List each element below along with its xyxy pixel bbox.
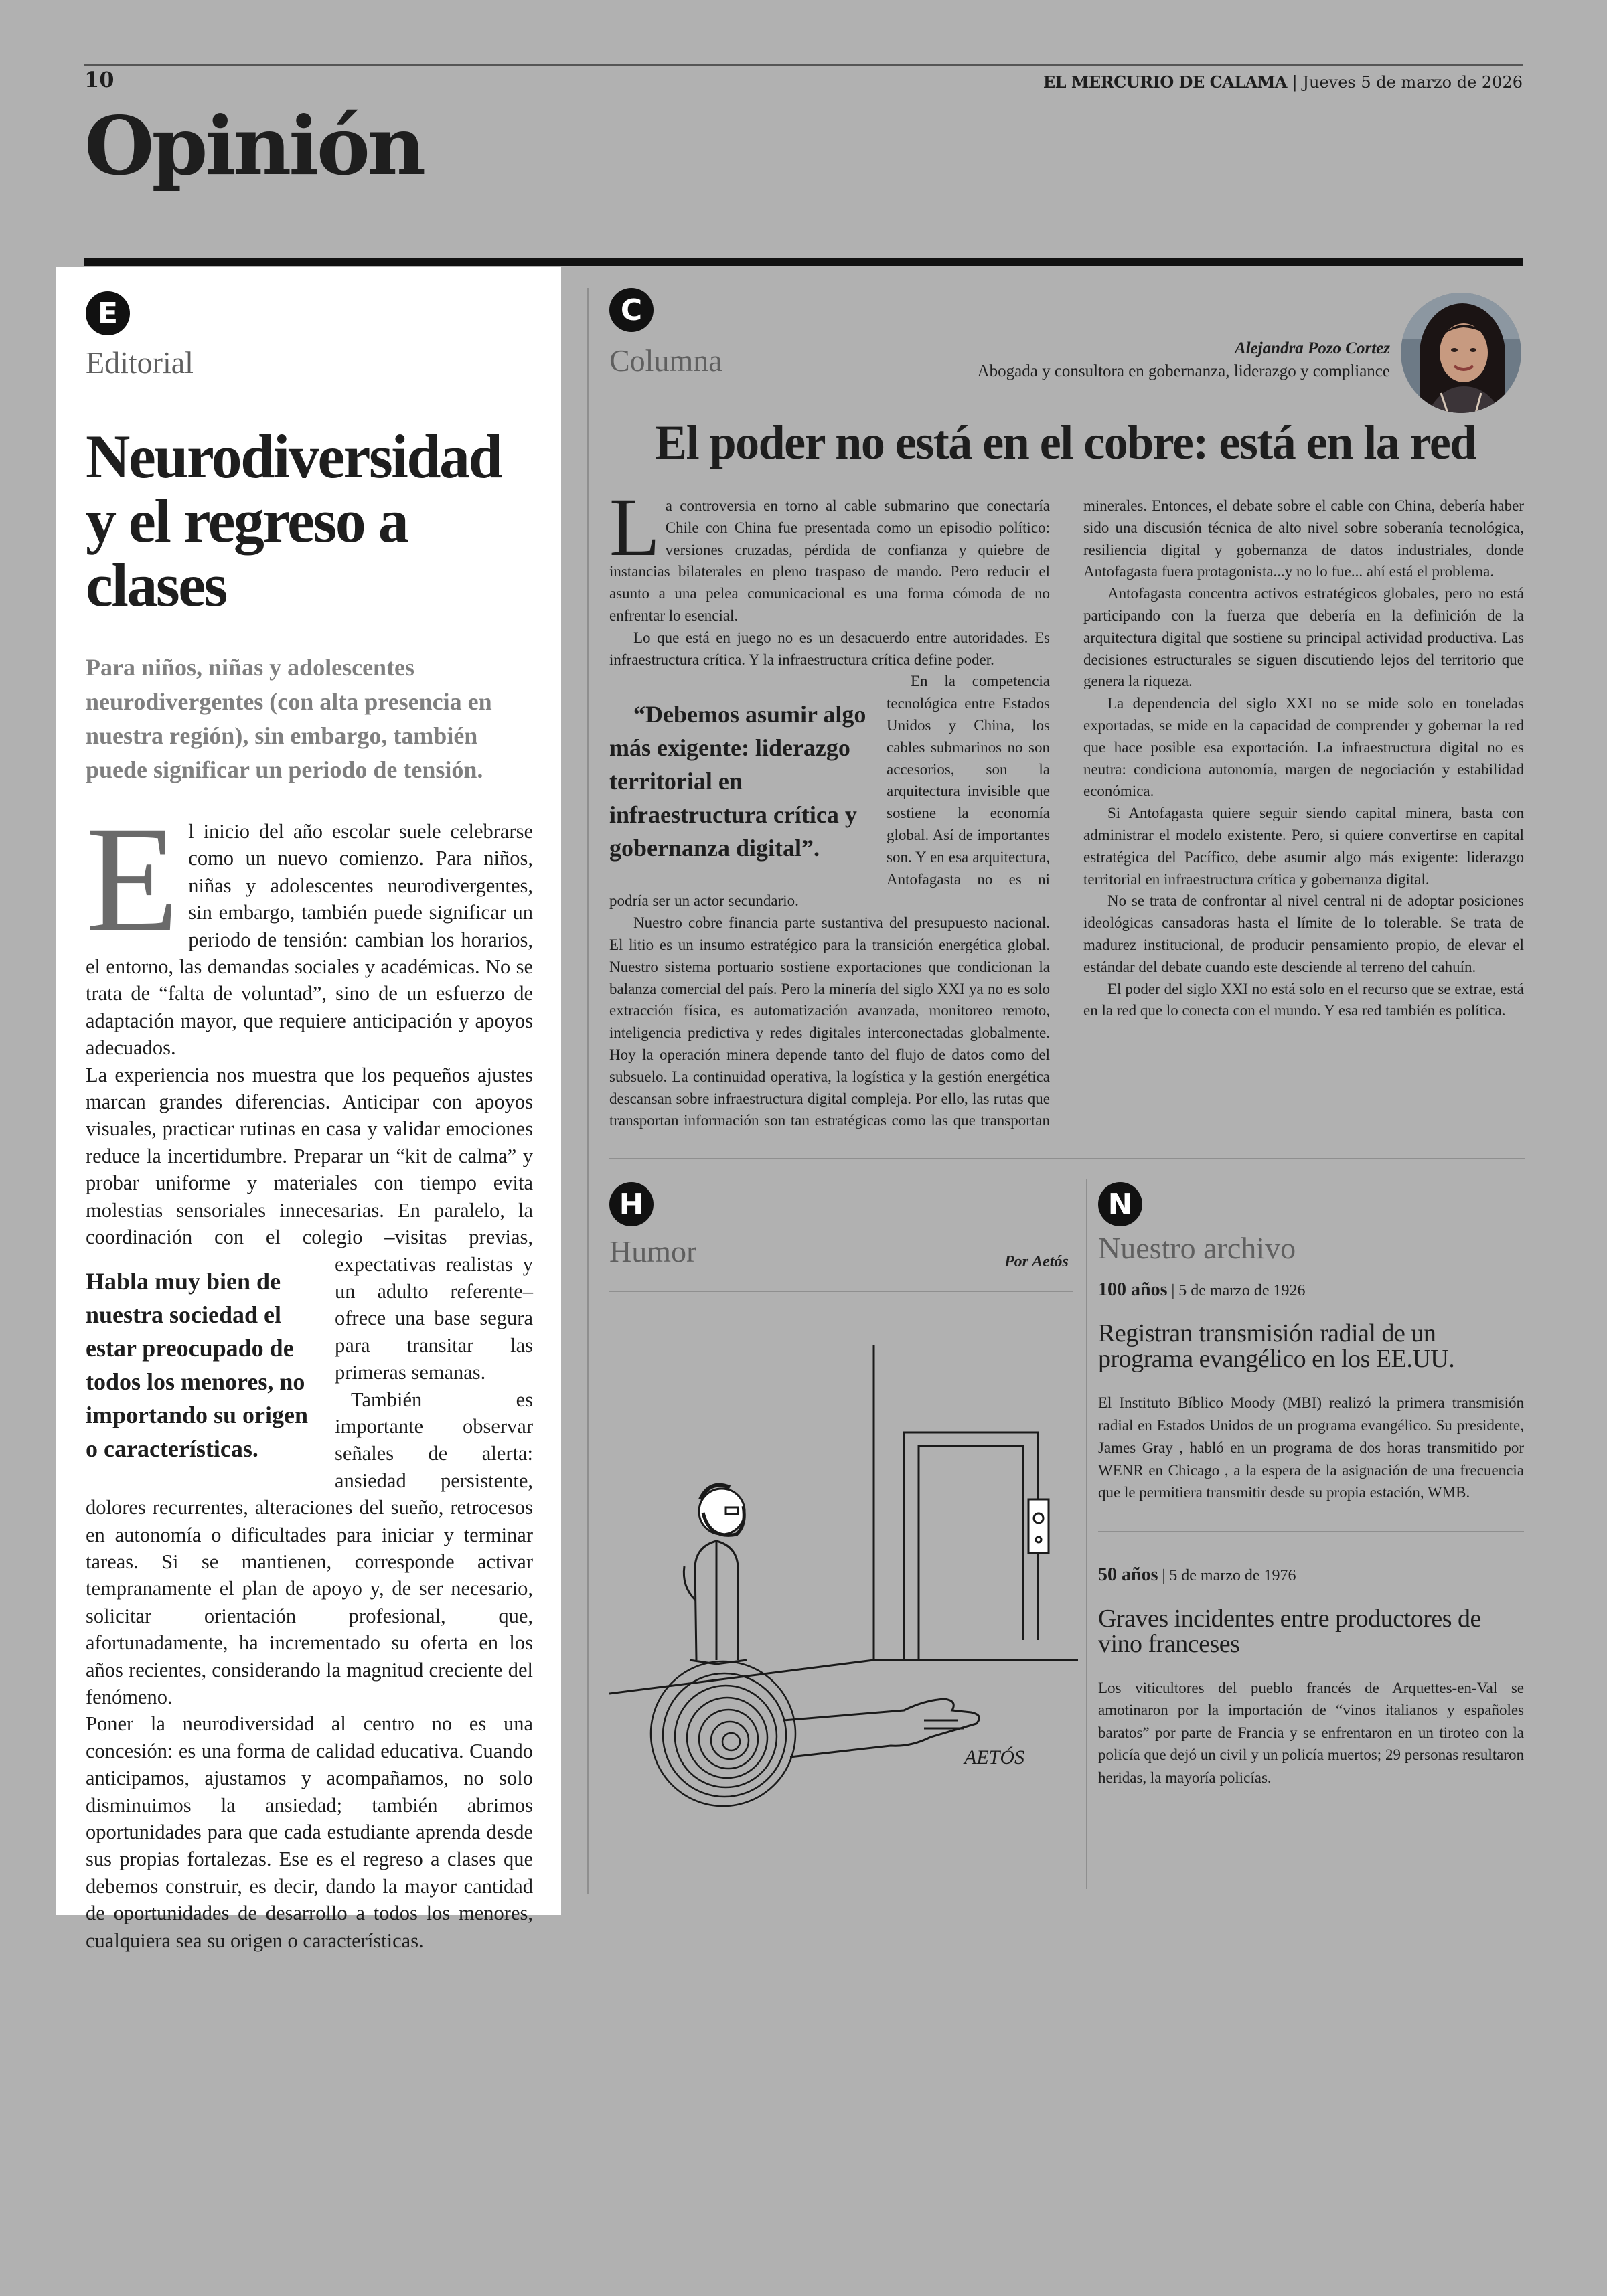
editorial-headline-line1: Neurodiversidad xyxy=(86,422,502,491)
humor-archive-divider xyxy=(1086,1179,1087,1889)
editorial-pullquote: Habla muy bien de nuestra sociedad el estar preocupado de todos los menores, no importando su origen o características. xyxy=(86,1267,309,1462)
column-badge: C xyxy=(609,288,654,332)
publication-name: EL MERCURIO DE CALAMA xyxy=(1043,72,1288,92)
editorial-paragraph xyxy=(86,1062,533,1462)
issue-date: Jueves 5 de marzo de 2026 xyxy=(1302,73,1523,92)
author-role: Abogada y consultora en gobernanza, liderazgo y compliance xyxy=(977,362,1390,380)
editorial-paragraph-part: La experiencia nos muestra que los pequeños ajustes marcan grandes diferencias. Anticipar con apoyos visuales, practicar rutinas en casa y validar emociones reduce la incertidumbre. Preparar un “kit de calma” y probar uniforme y materiales con tiempo evita molestias sensoriales innecesarias. En paralelo, la coordinación con el colegio –visitas previas, expectativas xyxy=(86,1063,533,1276)
column-paragraph-text: a controversia en torno al cable submarino que conectaría Chile con China fue presentada como un episodio político: versiones cruzadas, pérdida de confianza y quiebre de instancias bilaterales en pleno traspaso de mando. Pero reducir el asunto a una pelea comunicacional es una forma cómoda de no enfrentar lo esencial. xyxy=(609,497,1050,624)
archive-item-title: Graves incidentes entre productores de vino franceses xyxy=(1098,1604,1481,1658)
editorial-headline-line2: y el regreso a clases xyxy=(86,487,408,619)
masthead-separator: | xyxy=(1292,73,1303,92)
archive-section xyxy=(1098,1182,1524,1789)
column-paragraph: El poder del siglo XXI no está solo en el recurso que se extrae, está en la red que lo conecta con el mundo. Y esa red también es política. xyxy=(1083,980,1524,1019)
archive-item-text: Los viticultores del pueblo francés de Arquettes-en-Val se amotinaron por la importación de “vinos italianos y españoles baratos” por parte de Francia y se enfrentaron en un tiroteo con la policía que dejó un civil y un policía muertos; 29 personas resultaron heridas, la mayoría policías. xyxy=(1098,1679,1524,1786)
column-headline: El poder no está en el cobre: está en la red xyxy=(655,416,1476,469)
cartoon-signature: AETÓS xyxy=(964,1746,1024,1769)
editorial-paragraph-part: realistas y un adulto referente– ofrece una base segura para transitar las primeras semanas. xyxy=(335,1252,533,1384)
editorial-paragraph: También es importante observar señales de alerta: ansiedad persistente, dolores recurrentes, alteraciones del sueño, retrocesos en autonomía o dificultades para iniciar y terminar tareas. Si se mantienen, corresponde activar tempranamente el plan de apoyo y, de ser necesario, solicitar orientación profesional, que, afortunadamente, ha incrementado su oferta en los años recientes, considerando la magnitud creciente del fenómeno. xyxy=(86,1388,533,1708)
archive-item-date: 100 años | 5 de marzo de 1926 xyxy=(1098,1279,1306,1300)
archive-item-text: El Instituto Bíblico Moody (MBI) realizó la primera transmisión radial en Estados Unidos de un programa evangélico. Su presidente, James Gray , habló en un programa de dos horas transmitido por WENR en Chicago , a la espera de la asignación de una frecuencia que le permitiera transmitir desde su propia estación, WMB. xyxy=(1098,1394,1524,1501)
humor-kicker: Humor xyxy=(609,1234,697,1268)
archive-badge: N xyxy=(1098,1182,1142,1226)
cartoon xyxy=(609,1345,1078,1807)
column-body xyxy=(609,481,1524,1146)
humor-byline: Por Aetós xyxy=(1004,1253,1069,1270)
humor-rule xyxy=(609,1291,1073,1292)
archive-date: 5 de marzo de 1976 xyxy=(1169,1566,1296,1584)
column-pullquote: “Debemos asumir algo más exigente: liderazgo territorial en infraestructura crítica y gobernanza digital”. xyxy=(609,701,866,862)
column-paragraph: La dependencia del siglo XXI no se mide solo en toneladas exportadas, se mide en la capacidad de comprender y gobernar la red que hace posible esa exportación. La infraestructura digital no es neutra: condiciona autonomía, margen de negociación y estabilidad económica. xyxy=(1083,695,1524,800)
archive-date: 5 de marzo de 1926 xyxy=(1178,1282,1306,1299)
humor-badge: H xyxy=(609,1182,654,1226)
archive-years: 100 años xyxy=(1098,1279,1168,1300)
cartoon-illustration-icon xyxy=(609,1345,1078,1807)
column-dropcap: L xyxy=(609,481,660,573)
editorial-badge: E xyxy=(86,291,130,335)
column-paragraph-text: En la competencia tecnológica entre Estados Unidos y China, los cables submarinos no son accesorios, son la arquitectura invisible que sostiene la economía global. Así de importantes son. Y en esa arquitectura, Antofagasta no es ni podría ser un actor secundario. xyxy=(609,673,1050,910)
archive-item-date: 50 años | 5 de marzo de 1976 xyxy=(1098,1564,1296,1585)
editorial-paragraph: l inicio del año escolar suele celebrarse como un nuevo comienzo. Para niños, niñas y adolescentes neurodivergentes, sin embargo, también puede significar un periodo de tensión: cambian los horarios, el entorno, las demandas sociales y académicas. No se trata de “falta de voluntad”, sino de un esfuerzo de adaptación mayor, que requiere anticipación y apoyos adecuados. xyxy=(86,820,533,1060)
section-rule xyxy=(84,258,1523,266)
top-rule xyxy=(84,64,1523,66)
column-paragraph xyxy=(609,671,1050,912)
section-title: Opinión xyxy=(84,99,424,193)
author-portrait-icon xyxy=(1401,293,1521,413)
column-paragraph: Si Antofagasta quiere seguir siendo capital minera, basta con administrar el modelo existente. Pero, si quiere convertirse en capital estratégica del Pacífico, debe asumir algo más exigente: liderazgo territorial en infraestructura crítica y gobernanza digital. xyxy=(1083,805,1524,888)
masthead xyxy=(1043,72,1523,92)
editorial-paragraph: Poner la neurodiversidad al centro no es una concesión: es una forma de calidad educativa. Cuando anticipamos, ajustamos y acompañamos, no solo disminuimos la ansiedad; también abrimos oportunidades para que cada estudiante aprenda desde sus propias fortalezas. Ese es el regreso a clases que debemos construir, es decir, dando la mayor cantidad de oportunidades de desarrollo a todos los menores, cualquiera sea su origen o características. xyxy=(86,1712,533,1952)
lower-section-rule xyxy=(609,1158,1525,1159)
author-credit xyxy=(978,337,1390,383)
archive-item-title: Registran transmisión radial de un programa evangélico en los EE.UU. xyxy=(1098,1319,1455,1373)
author-name: Alejandra Pozo Cortez xyxy=(1235,339,1390,357)
archive-separator xyxy=(1098,1531,1524,1532)
column-kicker: Columna xyxy=(609,343,722,378)
column-paragraph: Antofagasta concentra activos estratégicos globales, pero no está participando con la fuerza que debería en la definición de la arquitectura digital que sostiene su principal actividad productiva. Las decisiones estructurales se siguen discutiendo lejos del territorio que genera la riqueza. xyxy=(1083,585,1524,690)
archive-kicker: Nuestro archivo xyxy=(1098,1231,1296,1265)
archive-years: 50 años xyxy=(1098,1564,1158,1585)
editorial-deck: Para niños, niñas y adolescentes neurodivergentes (con alta presencia en nuestra región), sin embargo, también puede significar un periodo de tensión. xyxy=(86,654,492,783)
editorial-dropcap: E xyxy=(86,795,179,964)
editorial-panel xyxy=(56,267,561,1952)
column-paragraph: Lo que está en juego no es un desacuerdo entre autoridades. Es infraestructura crítica. Y la infraestructura crítica define poder. xyxy=(609,629,1050,668)
editorial-kicker: Editorial xyxy=(86,345,194,380)
editorial-body xyxy=(86,795,533,1954)
author-avatar xyxy=(1401,293,1521,413)
column-paragraph: Nuestro cobre financia parte sustantiva del presupuesto nacional. El litio es un insumo estratégico para la transición energética global. Nuestro sistema portuario sostiene exportaciones que condicionan la balanza comercial del país. Pero la minería del siglo XXI ya no es solo extracción física, es automatización avanzada, monitoreo remoto, inteligencia predictiva y redes digitales interconectadas globalmente. Hoy la operación minera depende tanto del flujo de datos como del subsuelo. La continuidad operativa, la logística y la gestión energética descansan sobre infraestructura digital compleja. Por ello, las rutas que transportan información son tan estratégicas como las que transportan minerales. Entonces, el debate sobre el cable con China, debería haber sido una discusión técnica de alto nivel sobre soberanía tecnológica, resiliencia digital y gobernanza de datos industriales, donde Antofagasta fuera protagonista...y no lo fue... ahí está el problema. xyxy=(609,497,1524,1129)
page-number: 10 xyxy=(84,67,114,92)
column-divider xyxy=(587,288,589,1894)
editorial-headline xyxy=(86,424,533,617)
column-paragraph: No se trata de confrontar al nivel central ni de adoptar posiciones ideológicas cansadoras hasta el límite de lo tolerable. Se trata de madurez institucional, de producir pensamiento propio, de elevar el estándar del debate cuando este desciende al terreno del cahuín. xyxy=(1083,892,1524,975)
column-paragraph xyxy=(609,481,1050,627)
